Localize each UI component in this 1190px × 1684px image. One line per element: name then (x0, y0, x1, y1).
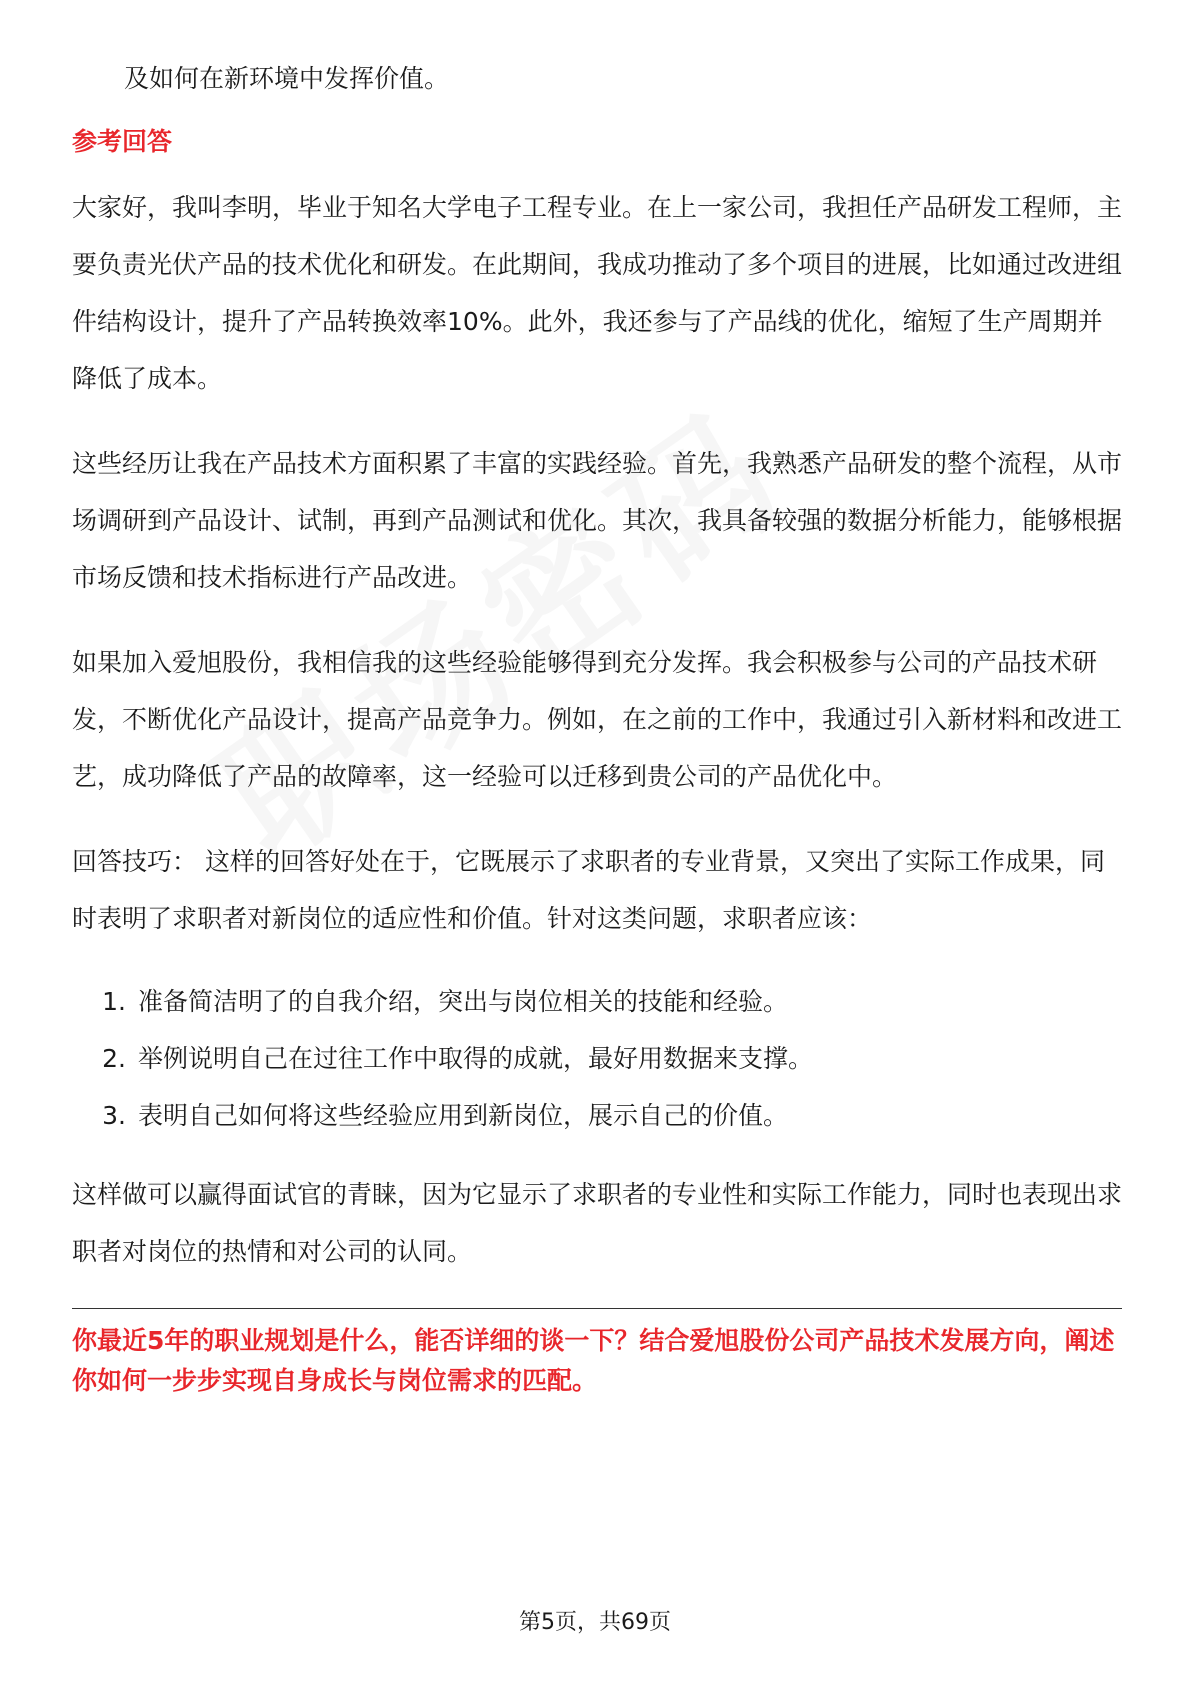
next-question: 你最近5年的职业规划是什么，能否详细的谈一下？结合爱旭股份公司产品技术发展方向，阐述你如何一步步实现自身成长与岗位需求的匹配。 (72, 1326, 1115, 1395)
list-text: 举例说明自己在过往工作中取得的成就，最好用数据来支撑。 (138, 1044, 814, 1073)
section-title: 参考回答 (72, 127, 173, 156)
page-footer: 第5页，共69页 (519, 1610, 671, 1635)
list-item (72, 973, 1122, 1030)
tips-list (72, 973, 1122, 1144)
section-divider (72, 1308, 1122, 1309)
list-text: 表明自己如何将这些经验应用到新岗位，展示自己的价值。 (138, 1101, 789, 1130)
closing-paragraph: 这样做可以赢得面试官的青睐，因为它显示了求职者的专业性和实际工作能力，同时也表现出求职者对岗位的热情和对公司的认同。 (72, 1180, 1123, 1266)
paragraph-3: 如果加入爱旭股份，我相信我的这些经验能够得到充分发挥。我会积极参与公司的产品技术研发，不断优化产品设计，提高产品竞争力。例如，在之前的工作中，我通过引入新材料和改进工艺，成功降低了产品的故障率，这一经验可以迁移到贵公司的产品优化中。 (72, 648, 1123, 791)
list-item (72, 1030, 1122, 1087)
paragraph-2: 这些经历让我在产品技术方面积累了丰富的实践经验。首先，我熟悉产品研发的整个流程，从市场调研到产品设计、试制，再到产品测试和优化。其次，我具备较强的数据分析能力，能够根据市场反馈和技术指标进行产品改进。 (72, 449, 1123, 592)
list-number: 2. (102, 1044, 126, 1073)
page-content (72, 50, 1122, 1401)
list-number: 1. (102, 987, 126, 1016)
list-item (72, 1087, 1122, 1144)
list-text: 准备简洁明了的自我介绍，突出与岗位相关的技能和经验。 (138, 987, 789, 1016)
intro-line: 及如何在新环境中发挥价值。 (124, 64, 450, 93)
paragraph-1: 大家好，我叫李明，毕业于知名大学电子工程专业。在上一家公司，我担任产品研发工程师，主要负责光伏产品的技术优化和研发。在此期间，我成功推动了多个项目的进展，比如通过改进组件结构设计，提升了产品转换效率10%。此外，我还参与了产品线的优化，缩短了生产周期并降低了成本。 (72, 193, 1123, 393)
answer-tips-paragraph: 回答技巧： 这样的回答好处在于，它既展示了求职者的专业背景，又突出了实际工作成果，同时表明了求职者对新岗位的适应性和价值。针对这类问题，求职者应该： (72, 847, 1105, 933)
list-number: 3. (102, 1101, 126, 1130)
